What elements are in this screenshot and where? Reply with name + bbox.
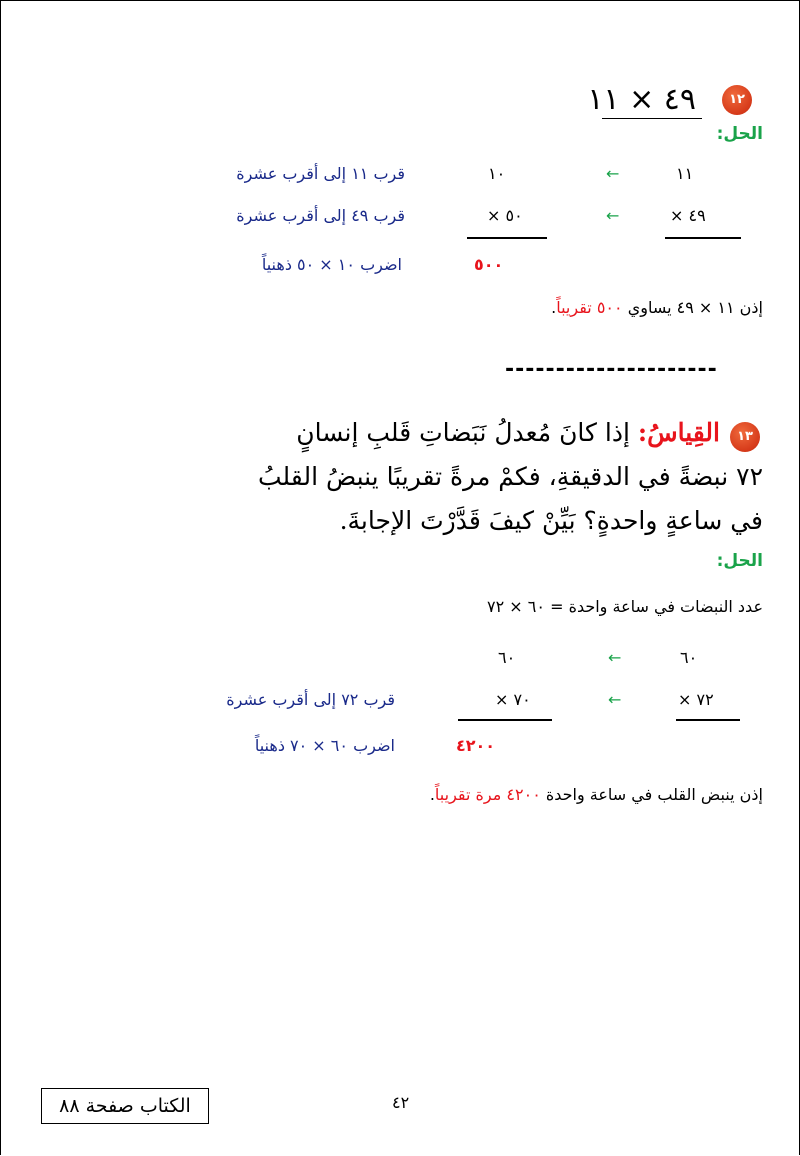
p12-row1-right: ١١: [676, 164, 694, 183]
p13-row2-note: قرب ٧٢ إلى أقرب عشرة: [226, 690, 395, 709]
p12-result: ٥٠٠: [474, 255, 504, 274]
p13-left-underline: [458, 719, 552, 721]
p13-row2-left: ٧٠ ×: [495, 690, 531, 709]
solution-label: الحل:: [716, 124, 763, 144]
arrow-icon: ←: [608, 690, 622, 709]
problem-13-line1: القِياسُ: إذا كانَ مُعدلُ نَبَضاتِ قَلبِ إنسانٍ: [296, 418, 720, 447]
p13-row1-left: ٦٠: [498, 648, 516, 667]
problem-13-line3: في ساعةٍ واحدةٍ؟ بَيِّنْ كيفَ قَدَّرْتَ الإجابةَ.: [339, 506, 763, 535]
p12-row2-right: ٤٩ ×: [670, 206, 706, 225]
problem-13-badge: ١٣: [730, 422, 760, 452]
solution-label: الحل:: [716, 551, 763, 571]
p12-conclusion: إذن ١١ × ٤٩ يساوي ٥٠٠ تقريباً.: [551, 298, 763, 317]
arrow-icon: ←: [606, 164, 620, 183]
p13-equation: عدد النبضات في ساعة واحدة = ٦٠ × ٧٢: [487, 597, 763, 616]
p12-row1-left: ١٠: [488, 164, 506, 183]
p12-row2-left: ٥٠ ×: [487, 206, 523, 225]
p13-right-underline: [676, 719, 740, 721]
problem-13-line2: ٧٢ نبضةً في الدقيقةِ، فكمْ مرةً تقريبًا ينبضُ القلبُ: [257, 462, 763, 491]
page-number: ٤٢: [392, 1093, 410, 1112]
p13-result: ٤٢٠٠: [456, 736, 496, 755]
arrow-icon: ←: [606, 206, 620, 225]
book-reference: الكتاب صفحة ٨٨: [41, 1088, 209, 1124]
p13-row3-note: اضرب ٦٠ × ٧٠ ذهنياً: [254, 736, 395, 755]
p12-row2-note: قرب ٤٩ إلى أقرب عشرة: [236, 206, 405, 225]
expression-underline: [602, 118, 702, 119]
p12-row1-note: قرب ١١ إلى أقرب عشرة: [236, 164, 405, 183]
arrow-icon: ←: [608, 648, 622, 667]
p13-conclusion: إذن ينبض القلب في ساعة واحدة ٤٢٠٠ مرة تقريباً.: [429, 785, 763, 804]
p12-left-underline: [467, 237, 547, 239]
dashed-divider: ---------------------: [505, 357, 718, 382]
p12-right-underline: [665, 237, 741, 239]
problem-12-expression: ٤٩ × ١١: [587, 82, 696, 117]
p13-row1-right: ٦٠: [680, 648, 698, 667]
problem-12-badge: ١٢: [722, 85, 752, 115]
p13-row2-right: ٧٢ ×: [678, 690, 714, 709]
p12-row3-note: اضرب ١٠ × ٥٠ ذهنياً: [261, 255, 402, 274]
